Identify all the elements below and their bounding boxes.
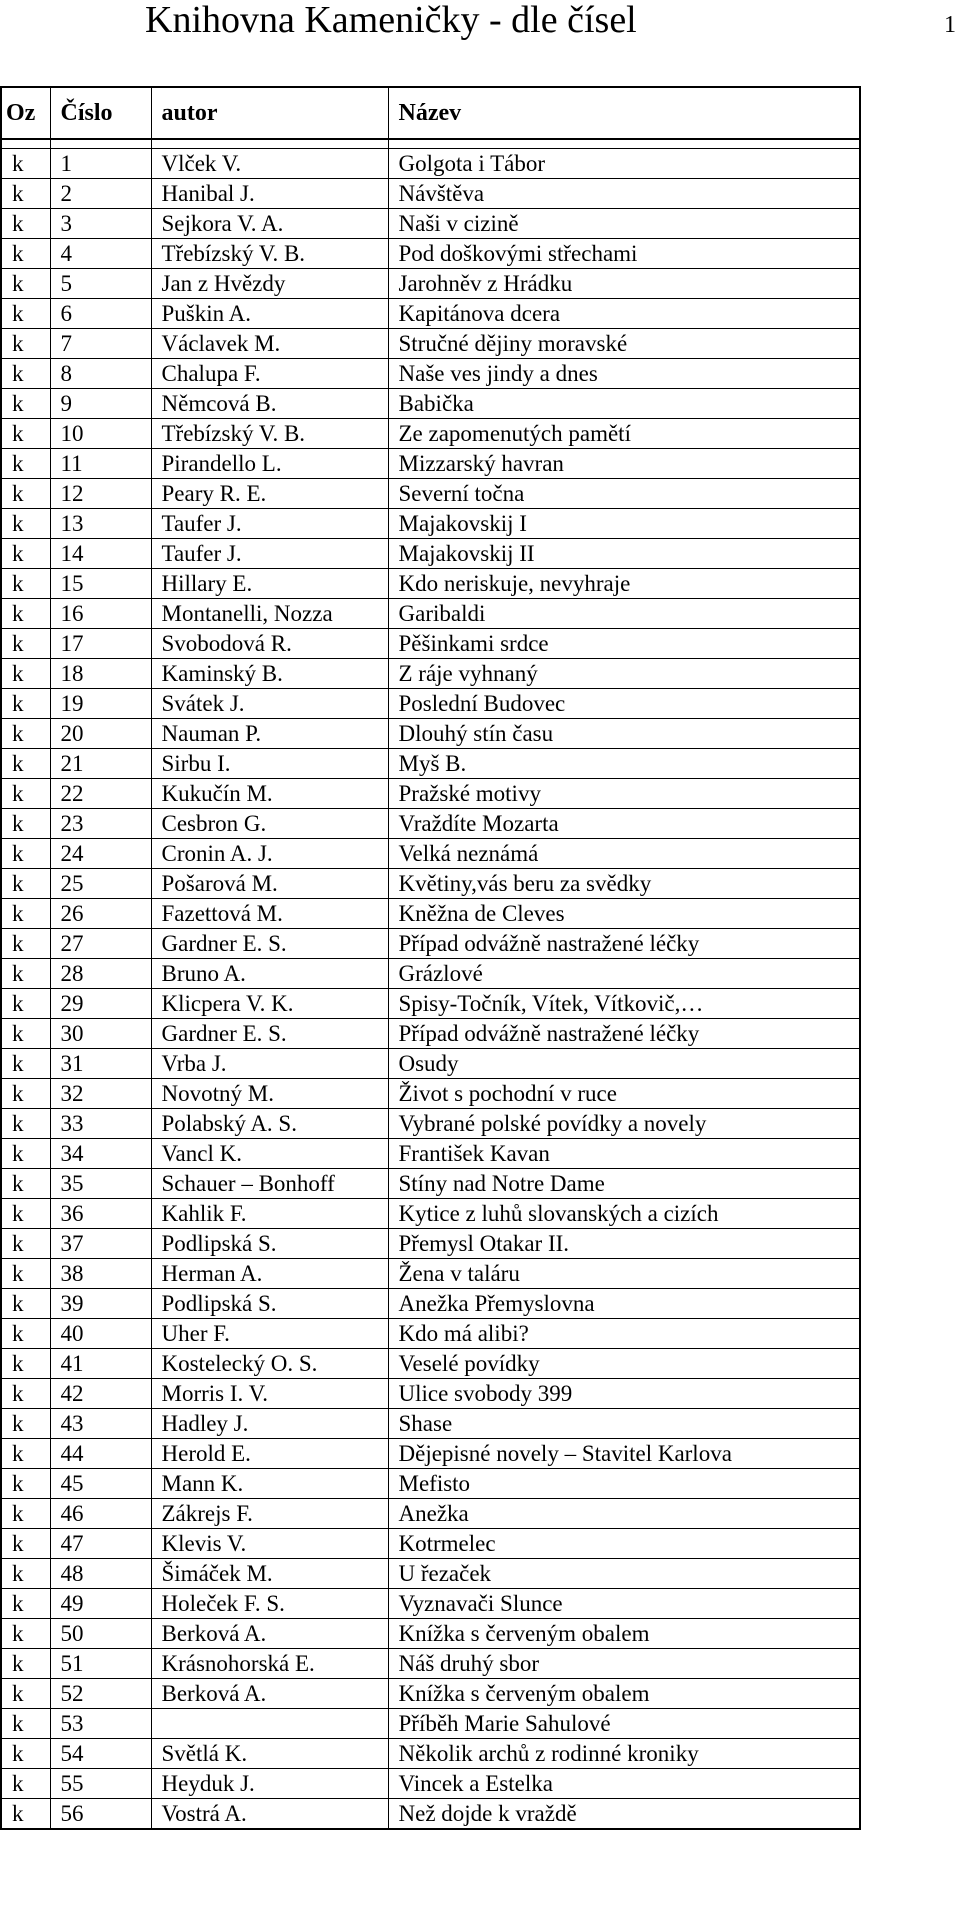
cell-cislo: 12	[50, 479, 151, 509]
table-row	[1, 1739, 860, 1769]
cell-nazev: Vyznavači Slunce	[388, 1589, 860, 1619]
cell-autor	[151, 1709, 388, 1739]
table-row	[1, 299, 860, 329]
cell-autor: Berková A.	[151, 1619, 388, 1649]
cell-nazev: Myš B.	[388, 749, 860, 779]
cell-nazev: Mizzarský havran	[388, 449, 860, 479]
cell-oz: k	[1, 1709, 50, 1739]
table-row	[1, 569, 860, 599]
cell-nazev: Jarohněv z Hrádku	[388, 269, 860, 299]
cell-autor: Vrba J.	[151, 1049, 388, 1079]
cell-oz: k	[1, 1049, 50, 1079]
cell-cislo: 10	[50, 419, 151, 449]
table-row	[1, 869, 860, 899]
cell-cislo: 32	[50, 1079, 151, 1109]
cell-nazev: Kněžna de Cleves	[388, 899, 860, 929]
cell-nazev: Dějepisné novely – Stavitel Karlova	[388, 1439, 860, 1469]
cell-oz: k	[1, 269, 50, 299]
cell-nazev: Stíny nad Notre Dame	[388, 1169, 860, 1199]
cell-autor: Vostrá A.	[151, 1799, 388, 1830]
cell-autor: Montanelli, Nozza	[151, 599, 388, 629]
cell-oz: k	[1, 1019, 50, 1049]
cell-autor: Podlipská S.	[151, 1229, 388, 1259]
cell-cislo: 17	[50, 629, 151, 659]
cell-oz: k	[1, 629, 50, 659]
cell-oz: k	[1, 1589, 50, 1619]
cell-nazev: Shase	[388, 1409, 860, 1439]
cell-autor: Sejkora V. A.	[151, 209, 388, 239]
cell-autor: Gardner E. S.	[151, 929, 388, 959]
cell-cislo: 50	[50, 1619, 151, 1649]
cell-nazev: Stručné dějiny moravské	[388, 329, 860, 359]
cell-nazev: Naši v cizině	[388, 209, 860, 239]
cell-oz: k	[1, 1409, 50, 1439]
cell-nazev: Osudy	[388, 1049, 860, 1079]
cell-nazev: Knížka s červeným obalem	[388, 1679, 860, 1709]
cell-oz: k	[1, 1319, 50, 1349]
cell-cislo: 46	[50, 1499, 151, 1529]
cell-cislo: 28	[50, 959, 151, 989]
cell-nazev: Vybrané polské povídky a novely	[388, 1109, 860, 1139]
cell-oz: k	[1, 359, 50, 389]
header-row	[1, 87, 860, 139]
table-row	[1, 1379, 860, 1409]
table-row	[1, 329, 860, 359]
cell-autor: Nauman P.	[151, 719, 388, 749]
cell-oz: k	[1, 329, 50, 359]
cell-autor: Hillary E.	[151, 569, 388, 599]
cell-autor: Kukučín M.	[151, 779, 388, 809]
cell-oz: k	[1, 899, 50, 929]
cell-oz: k	[1, 1649, 50, 1679]
cell-nazev: Ulice svobody 399	[388, 1379, 860, 1409]
cell-autor: Šimáček M.	[151, 1559, 388, 1589]
cell-oz: k	[1, 179, 50, 209]
cell-oz: k	[1, 749, 50, 779]
cell-oz: k	[1, 1529, 50, 1559]
table-row	[1, 539, 860, 569]
cell-oz: k	[1, 989, 50, 1019]
cell-nazev: Mefisto	[388, 1469, 860, 1499]
cell-oz: k	[1, 1769, 50, 1799]
cell-nazev: Kotrmelec	[388, 1529, 860, 1559]
header-gap	[1, 139, 860, 149]
cell-nazev: Golgota i Tábor	[388, 149, 860, 179]
table-row	[1, 929, 860, 959]
cell-cislo: 8	[50, 359, 151, 389]
cell-cislo: 36	[50, 1199, 151, 1229]
cell-nazev: Případ odvážně nastražené léčky	[388, 929, 860, 959]
cell-cislo: 42	[50, 1379, 151, 1409]
document-title: Knihovna Kameničky - dle čísel	[145, 0, 637, 41]
cell-nazev: František Kavan	[388, 1139, 860, 1169]
cell-nazev: Vincek a Estelka	[388, 1769, 860, 1799]
cell-autor: Holeček F. S.	[151, 1589, 388, 1619]
cell-nazev: Pěšinkami srdce	[388, 629, 860, 659]
cell-nazev: Vraždíte Mozarta	[388, 809, 860, 839]
cell-autor: Fazettová M.	[151, 899, 388, 929]
table-row	[1, 1109, 860, 1139]
cell-autor: Herold E.	[151, 1439, 388, 1469]
cell-oz: k	[1, 689, 50, 719]
cell-nazev: Majakovskij I	[388, 509, 860, 539]
cell-oz: k	[1, 1619, 50, 1649]
table-row	[1, 809, 860, 839]
table-row	[1, 1289, 860, 1319]
cell-nazev: Severní točna	[388, 479, 860, 509]
table-row	[1, 1349, 860, 1379]
cell-autor: Taufer J.	[151, 509, 388, 539]
table-row	[1, 1199, 860, 1229]
cell-autor: Cronin A. J.	[151, 839, 388, 869]
cell-autor: Světlá K.	[151, 1739, 388, 1769]
cell-cislo: 1	[50, 149, 151, 179]
cell-oz: k	[1, 1439, 50, 1469]
cell-oz: k	[1, 209, 50, 239]
page-number: 1	[944, 12, 956, 38]
cell-oz: k	[1, 1229, 50, 1259]
table-row	[1, 1589, 860, 1619]
cell-oz: k	[1, 1499, 50, 1529]
cell-autor: Morris I. V.	[151, 1379, 388, 1409]
cell-nazev: Kdo má alibi?	[388, 1319, 860, 1349]
cell-cislo: 44	[50, 1439, 151, 1469]
cell-nazev: Poslední Budovec	[388, 689, 860, 719]
cell-cislo: 15	[50, 569, 151, 599]
cell-nazev: Návštěva	[388, 179, 860, 209]
cell-oz: k	[1, 959, 50, 989]
cell-cislo: 45	[50, 1469, 151, 1499]
cell-nazev: Veselé povídky	[388, 1349, 860, 1379]
cell-autor: Svátek J.	[151, 689, 388, 719]
cell-nazev: Přemysl Otakar II.	[388, 1229, 860, 1259]
cell-cislo: 2	[50, 179, 151, 209]
cell-oz: k	[1, 659, 50, 689]
cell-cislo: 27	[50, 929, 151, 959]
cell-cislo: 16	[50, 599, 151, 629]
cell-nazev: Náš druhý sbor	[388, 1649, 860, 1679]
table-row	[1, 659, 860, 689]
cell-nazev: Příběh Marie Sahulové	[388, 1709, 860, 1739]
cell-cislo: 33	[50, 1109, 151, 1139]
cell-cislo: 21	[50, 749, 151, 779]
table-row	[1, 359, 860, 389]
cell-autor: Klevis V.	[151, 1529, 388, 1559]
cell-nazev: Než dojde k vraždě	[388, 1799, 860, 1830]
cell-autor: Taufer J.	[151, 539, 388, 569]
table-row	[1, 1259, 860, 1289]
cell-cislo: 11	[50, 449, 151, 479]
cell-autor: Heyduk J.	[151, 1769, 388, 1799]
table-row	[1, 1529, 860, 1559]
column-header-cislo: Číslo	[50, 87, 151, 139]
cell-autor: Třebízský V. B.	[151, 239, 388, 269]
table-row	[1, 1679, 860, 1709]
cell-oz: k	[1, 1259, 50, 1289]
cell-nazev: Majakovskij II	[388, 539, 860, 569]
cell-oz: k	[1, 809, 50, 839]
cell-nazev: U řezaček	[388, 1559, 860, 1589]
table-row	[1, 1559, 860, 1589]
cell-cislo: 41	[50, 1349, 151, 1379]
cell-autor: Puškin A.	[151, 299, 388, 329]
cell-nazev: Grázlové	[388, 959, 860, 989]
cell-oz: k	[1, 299, 50, 329]
cell-nazev: Naše ves jindy a dnes	[388, 359, 860, 389]
cell-oz: k	[1, 449, 50, 479]
cell-cislo: 29	[50, 989, 151, 1019]
table-row	[1, 479, 860, 509]
cell-nazev: Kapitánova dcera	[388, 299, 860, 329]
cell-oz: k	[1, 1559, 50, 1589]
table-row	[1, 1469, 860, 1499]
cell-nazev: Pražské motivy	[388, 779, 860, 809]
cell-autor: Jan z Hvězdy	[151, 269, 388, 299]
table-body	[1, 139, 860, 1829]
cell-oz: k	[1, 389, 50, 419]
cell-oz: k	[1, 869, 50, 899]
table-row	[1, 239, 860, 269]
cell-oz: k	[1, 509, 50, 539]
cell-nazev: Žena v taláru	[388, 1259, 860, 1289]
cell-oz: k	[1, 1289, 50, 1319]
cell-oz: k	[1, 929, 50, 959]
column-header-oz: Oz	[1, 87, 50, 139]
table-header	[1, 87, 860, 139]
table-row	[1, 269, 860, 299]
table-row	[1, 1439, 860, 1469]
table-row	[1, 779, 860, 809]
cell-nazev: Pod doškovými střechami	[388, 239, 860, 269]
cell-autor: Svobodová R.	[151, 629, 388, 659]
cell-oz: k	[1, 599, 50, 629]
cell-nazev: Spisy-Točník, Vítek, Vítkovič,…	[388, 989, 860, 1019]
cell-autor: Kahlik F.	[151, 1199, 388, 1229]
cell-nazev: Ze zapomenutých pamětí	[388, 419, 860, 449]
column-header-autor: autor	[151, 87, 388, 139]
cell-autor: Kaminský B.	[151, 659, 388, 689]
cell-nazev: Babička	[388, 389, 860, 419]
cell-cislo: 37	[50, 1229, 151, 1259]
cell-cislo: 18	[50, 659, 151, 689]
table-row	[1, 389, 860, 419]
cell-nazev: Garibaldi	[388, 599, 860, 629]
table-row	[1, 1049, 860, 1079]
cell-autor: Pirandello L.	[151, 449, 388, 479]
cell-autor: Podlipská S.	[151, 1289, 388, 1319]
cell-cislo: 26	[50, 899, 151, 929]
cell-autor: Cesbron G.	[151, 809, 388, 839]
cell-cislo: 31	[50, 1049, 151, 1079]
table-row	[1, 719, 860, 749]
cell-oz: k	[1, 479, 50, 509]
cell-cislo: 7	[50, 329, 151, 359]
cell-cislo: 43	[50, 1409, 151, 1439]
cell-cislo: 22	[50, 779, 151, 809]
cell-autor: Uher F.	[151, 1319, 388, 1349]
cell-oz: k	[1, 1079, 50, 1109]
cell-autor: Sirbu I.	[151, 749, 388, 779]
table-row	[1, 1229, 860, 1259]
cell-oz: k	[1, 149, 50, 179]
cell-nazev: Případ odvážně nastražené léčky	[388, 1019, 860, 1049]
table-row	[1, 689, 860, 719]
cell-autor: Němcová B.	[151, 389, 388, 419]
cell-nazev: Knížka s červeným obalem	[388, 1619, 860, 1649]
cell-oz: k	[1, 1679, 50, 1709]
cell-autor: Krásnohorská E.	[151, 1649, 388, 1679]
table-row	[1, 419, 860, 449]
cell-cislo: 30	[50, 1019, 151, 1049]
cell-autor: Pošarová M.	[151, 869, 388, 899]
table-row	[1, 449, 860, 479]
table-row	[1, 629, 860, 659]
cell-cislo: 6	[50, 299, 151, 329]
table-row	[1, 1769, 860, 1799]
cell-nazev: Květiny,vás beru za svědky	[388, 869, 860, 899]
cell-autor: Třebízský V. B.	[151, 419, 388, 449]
cell-cislo: 23	[50, 809, 151, 839]
cell-oz: k	[1, 539, 50, 569]
cell-nazev: Kytice z luhů slovanských a cizích	[388, 1199, 860, 1229]
cell-oz: k	[1, 1739, 50, 1769]
cell-cislo: 19	[50, 689, 151, 719]
table-row	[1, 839, 860, 869]
cell-cislo: 20	[50, 719, 151, 749]
cell-oz: k	[1, 719, 50, 749]
cell-oz: k	[1, 1379, 50, 1409]
table-row	[1, 1619, 860, 1649]
table-row	[1, 209, 860, 239]
cell-autor: Bruno A.	[151, 959, 388, 989]
book-table	[0, 86, 861, 1830]
cell-autor: Novotný M.	[151, 1079, 388, 1109]
table-row	[1, 749, 860, 779]
cell-nazev: Velká neznámá	[388, 839, 860, 869]
cell-cislo: 35	[50, 1169, 151, 1199]
cell-oz: k	[1, 419, 50, 449]
cell-nazev: Několik archů z rodinné kroniky	[388, 1739, 860, 1769]
table-row	[1, 1139, 860, 1169]
cell-nazev: Z ráje vyhnaný	[388, 659, 860, 689]
cell-cislo: 56	[50, 1799, 151, 1830]
cell-autor: Vancl K.	[151, 1139, 388, 1169]
cell-cislo: 47	[50, 1529, 151, 1559]
cell-cislo: 54	[50, 1739, 151, 1769]
cell-nazev: Dlouhý stín času	[388, 719, 860, 749]
cell-autor: Berková A.	[151, 1679, 388, 1709]
cell-nazev: Anežka Přemyslovna	[388, 1289, 860, 1319]
cell-oz: k	[1, 839, 50, 869]
cell-oz: k	[1, 1139, 50, 1169]
cell-oz: k	[1, 1469, 50, 1499]
cell-oz: k	[1, 1349, 50, 1379]
table-row	[1, 1409, 860, 1439]
cell-cislo: 14	[50, 539, 151, 569]
page-header	[0, 0, 960, 60]
cell-autor: Gardner E. S.	[151, 1019, 388, 1049]
cell-autor: Mann K.	[151, 1469, 388, 1499]
cell-cislo: 40	[50, 1319, 151, 1349]
cell-autor: Kostelecký O. S.	[151, 1349, 388, 1379]
cell-cislo: 5	[50, 269, 151, 299]
cell-autor: Zákrejs F.	[151, 1499, 388, 1529]
cell-autor: Vlček V.	[151, 149, 388, 179]
cell-oz: k	[1, 779, 50, 809]
cell-autor: Hadley J.	[151, 1409, 388, 1439]
table-row	[1, 1649, 860, 1679]
cell-cislo: 49	[50, 1589, 151, 1619]
table-row	[1, 149, 860, 179]
table-row	[1, 989, 860, 1019]
table-row	[1, 1709, 860, 1739]
table-row	[1, 179, 860, 209]
table-row	[1, 509, 860, 539]
cell-cislo: 52	[50, 1679, 151, 1709]
cell-cislo: 55	[50, 1769, 151, 1799]
cell-cislo: 39	[50, 1289, 151, 1319]
cell-cislo: 25	[50, 869, 151, 899]
cell-autor: Klicpera V. K.	[151, 989, 388, 1019]
cell-cislo: 4	[50, 239, 151, 269]
table-row	[1, 1319, 860, 1349]
cell-nazev: Anežka	[388, 1499, 860, 1529]
cell-oz: k	[1, 1799, 50, 1830]
table-row	[1, 1799, 860, 1830]
table-row	[1, 899, 860, 929]
cell-nazev: Život s pochodní v ruce	[388, 1079, 860, 1109]
table-row	[1, 1019, 860, 1049]
table-row	[1, 1499, 860, 1529]
table-row	[1, 1079, 860, 1109]
column-header-nazev: Název	[388, 87, 860, 139]
cell-autor: Peary R. E.	[151, 479, 388, 509]
cell-cislo: 53	[50, 1709, 151, 1739]
cell-cislo: 48	[50, 1559, 151, 1589]
cell-cislo: 38	[50, 1259, 151, 1289]
table-row	[1, 959, 860, 989]
table-row	[1, 1169, 860, 1199]
cell-oz: k	[1, 1169, 50, 1199]
cell-cislo: 34	[50, 1139, 151, 1169]
cell-oz: k	[1, 239, 50, 269]
cell-nazev: Kdo neriskuje, nevyhraje	[388, 569, 860, 599]
cell-cislo: 51	[50, 1649, 151, 1679]
cell-cislo: 13	[50, 509, 151, 539]
cell-cislo: 24	[50, 839, 151, 869]
cell-autor: Polabský A. S.	[151, 1109, 388, 1139]
cell-autor: Václavek M.	[151, 329, 388, 359]
cell-autor: Chalupa F.	[151, 359, 388, 389]
cell-oz: k	[1, 1199, 50, 1229]
cell-oz: k	[1, 569, 50, 599]
cell-autor: Herman A.	[151, 1259, 388, 1289]
cell-cislo: 9	[50, 389, 151, 419]
cell-autor: Hanibal J.	[151, 179, 388, 209]
cell-cislo: 3	[50, 209, 151, 239]
cell-autor: Schauer – Bonhoff	[151, 1169, 388, 1199]
cell-oz: k	[1, 1109, 50, 1139]
table-row	[1, 599, 860, 629]
